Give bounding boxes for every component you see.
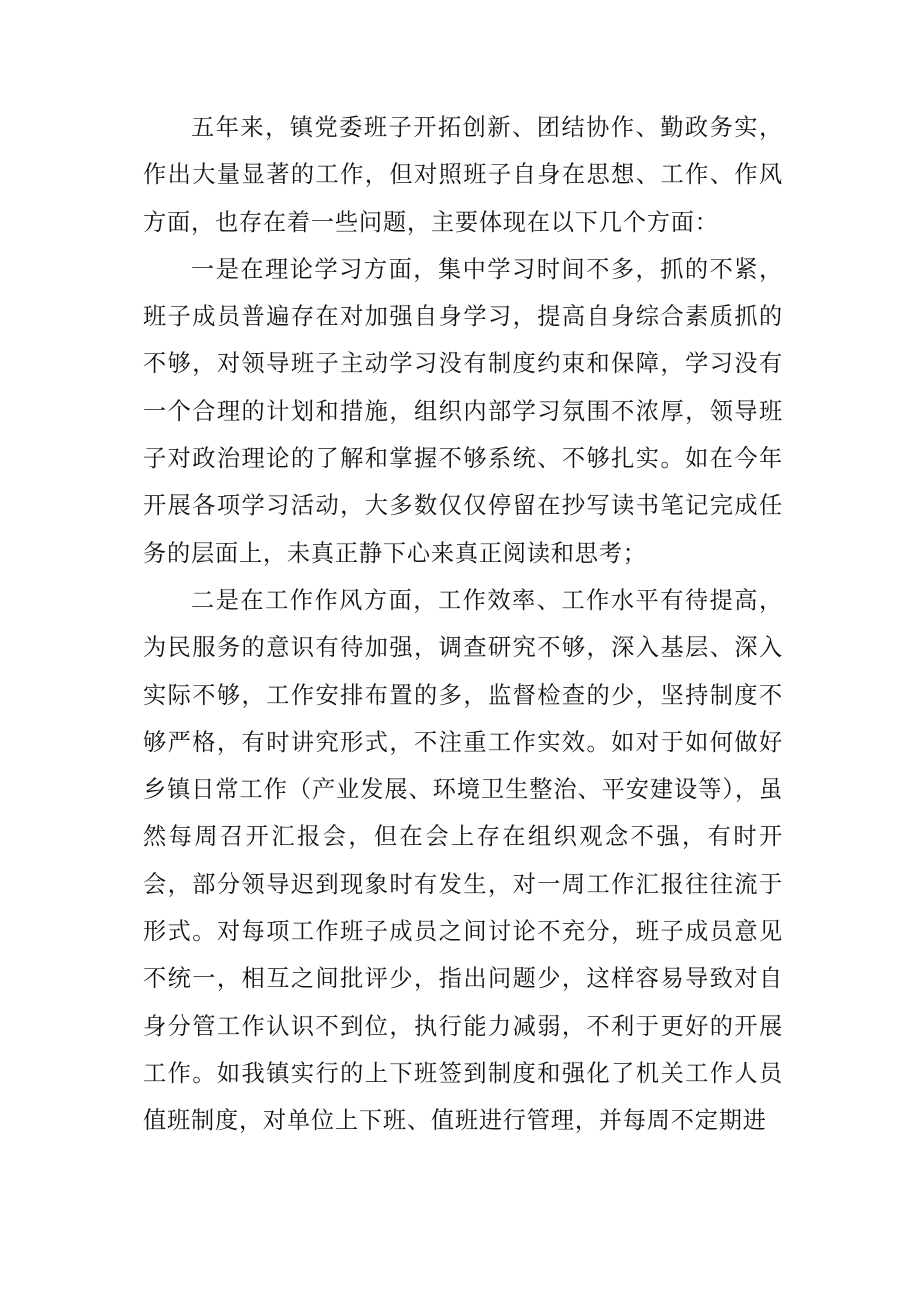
document-page	[143, 104, 783, 1145]
paragraph-intro: 五年来，镇党委班子开拓创新、团结协作、勤政务实，作出大量显著的工作，但对照班子自身在思想、工作、作风方面，也存在着一些问题，主要体现在以下几个方面：	[143, 114, 783, 236]
paragraph-work-style: 二是在工作作风方面，工作效率、工作水平有待提高，为民服务的意识有待加强，调查研究不够，深入基层、深入实际不够，工作安排布置的多，监督检查的少，坚持制度不够严格，有时讲究形式，不注重工作实效。如对于如何做好乡镇日常工作（产业发展、环境卫生整治、平安建设等），虽然每周召开汇报会，但在会上存在组织观念不强，有时开会，部分领导迟到现象时有发生，对一周工作汇报往往流于形式。对每项工作班子成员之间讨论不充分，班子成员意见不统一，相互之间批评少，指出问题少，这样容易导致对自身分管工作认识不到位，执行能力减弱，不利于更好的开展工作。如我镇实行的上下班签到制度和强化了机关工作人员值班制度，对单位上下班、值班进行管理，并每周不定期进	[143, 586, 783, 1135]
paragraph-theory-study: 一是在理论学习方面，集中学习时间不多，抓的不紧，班子成员普遍存在对加强自身学习，提高自身综合素质抓的不够，对领导班子主动学习没有制度约束和保障，学习没有一个合理的计划和措施，组织内部学习氛围不浓厚，领导班子对政治理论的了解和掌握不够系统、不够扎实。如在今年开展各项学习活动，大多数仅仅停留在抄写读书笔记完成任务的层面上，未真正静下心来真正阅读和思考；	[143, 255, 783, 567]
